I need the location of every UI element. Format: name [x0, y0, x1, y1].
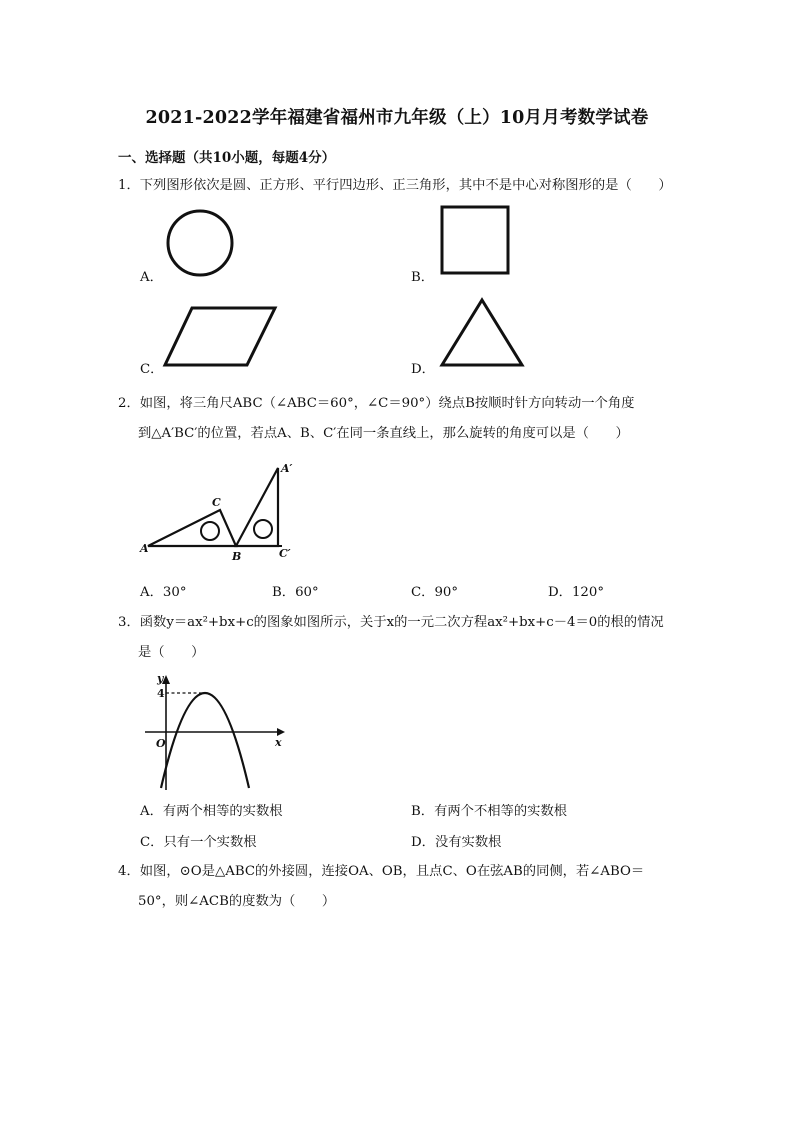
label-a: A [140, 542, 149, 555]
parabola-curve [161, 693, 249, 788]
label-b: B [232, 550, 242, 563]
q2-option-c[interactable]: C．90° [411, 585, 459, 600]
label-x: x [275, 736, 282, 749]
q3-text-line1: 3．函数y＝ax²+bx+c的图象如图所示，关于x的一元二次方程ax²+bx+c－4＝0的根的情况 [118, 615, 664, 630]
q1-option-c[interactable]: C． [140, 362, 164, 377]
q3-option-b[interactable]: B．有两个不相等的实数根 [411, 804, 568, 819]
q3-option-a[interactable]: A．有两个相等的实数根 [140, 804, 283, 819]
label-c-prime: C′ [279, 547, 291, 560]
square-shape [442, 207, 508, 273]
q1-circle-figure [165, 208, 235, 278]
section-heading: 一、选择题（共10小题，每题4分） [118, 150, 336, 166]
triangle-shape [442, 300, 522, 365]
q3-option-c[interactable]: C．只有一个实数根 [140, 835, 257, 850]
q2-text-line2: 到△A′BC′的位置，若点A、B、C′在同一条直线上，那么旋转的角度可以是（ ） [138, 426, 629, 441]
label-origin: O [156, 737, 166, 750]
q4-text-line2: 50°，则∠ACB的度数为（ ） [138, 894, 336, 909]
triangle-abc [148, 510, 236, 546]
q1-triangle-figure [438, 297, 528, 369]
q1-option-a[interactable]: A． [140, 270, 163, 285]
q3-option-d[interactable]: D．没有实数根 [411, 835, 502, 850]
label-y: y [157, 672, 164, 685]
q1-option-d[interactable]: D． [411, 362, 435, 377]
q3-parabola-figure [145, 672, 290, 792]
q1-option-b[interactable]: B． [411, 270, 435, 285]
q2-rotation-figure [140, 460, 310, 570]
q2-option-d[interactable]: D．120° [548, 585, 604, 600]
circle-shape [168, 211, 232, 275]
x-axis-arrow [277, 728, 285, 736]
page-title: 2021-2022学年福建省福州市九年级（上）10月月考数学试卷 [145, 108, 649, 128]
q2-option-b[interactable]: B．60° [272, 585, 319, 600]
label-c: C [212, 496, 221, 509]
q1-text: 1．下列图形依次是圆、正方形、平行四边形、正三角形，其中不是中心对称图形的是（ ） [118, 178, 672, 193]
q4-text-line1: 4．如图，⊙O是△ABC的外接圆，连接OA、OB，且点C、O在弦AB的同侧，若∠ABO＝ [118, 864, 645, 879]
label-four: 4 [157, 687, 165, 700]
q2-text-line1: 2．如图，将三角尺ABC（∠ABC＝60°，∠C＝90°）绕点B按顺时针方向转动一个角度 [118, 396, 635, 411]
ruler-hole-2 [254, 520, 272, 538]
q1-square-figure [440, 205, 510, 275]
q3-text-line2: 是（ ） [138, 645, 205, 660]
ruler-hole-1 [201, 522, 219, 540]
parallelogram-shape [165, 308, 275, 365]
label-a-prime: A′ [281, 462, 293, 475]
q1-parallelogram-figure [162, 305, 282, 370]
q2-option-a[interactable]: A．30° [140, 585, 187, 600]
